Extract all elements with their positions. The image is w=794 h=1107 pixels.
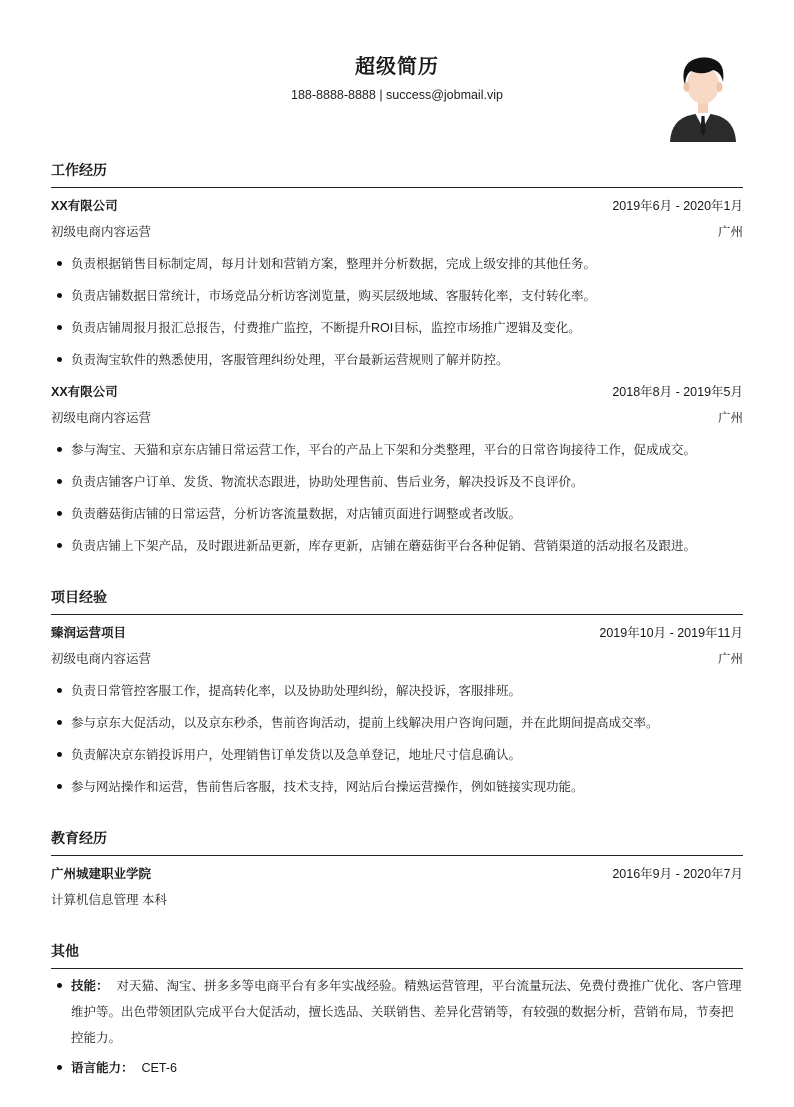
section-title-education: 教育经历 xyxy=(51,828,743,856)
education-subheader xyxy=(51,890,743,908)
language-item xyxy=(51,1055,743,1087)
list-item: 参与网站操作和运营，售前售后客服，技术支持，网站后台操运营操作，例如链接实现功能。 xyxy=(51,778,743,810)
job-period: 2019年6月 - 2020年1月 xyxy=(612,199,743,213)
list-item: 负责解决京东销投诉用户，处理销售订单发货以及急单登记，地址尺寸信息确认。 xyxy=(51,746,743,778)
job-duties xyxy=(51,441,743,569)
job-subheader xyxy=(51,408,743,426)
company-name: XX有限公司 xyxy=(51,385,118,399)
job-subheader xyxy=(51,222,743,240)
list-item: 负责店铺数据日常统计，市场竞品分析访客浏览量，购买层级地域、客服转化率，支付转化率。 xyxy=(51,287,743,319)
skills-label: 技能： xyxy=(71,979,109,993)
list-item: 负责日常管控客服工作，提高转化率，以及协助处理纠纷，解决投诉，客服排班。 xyxy=(51,682,743,714)
education-period: 2016年9月 - 2020年7月 xyxy=(612,867,743,881)
list-item: 负责蘑菇街店铺的日常运营，分析访客流量数据，对店铺页面进行调整或者改版。 xyxy=(51,505,743,537)
contact-separator: | xyxy=(379,88,383,102)
skills-item xyxy=(51,973,743,1051)
other-list xyxy=(51,973,743,1087)
language-label: 语言能力： xyxy=(71,1061,134,1075)
language-text: CET-6 xyxy=(141,1061,177,1075)
section-title-other: 其他 xyxy=(51,941,743,969)
project-role: 初级电商内容运营 xyxy=(51,652,152,666)
list-item: 负责根据销售目标制定周，每月计划和营销方案，整理并分析数据，完成上级安排的其他任务。 xyxy=(51,255,743,287)
skills-text: 对天猫、淘宝、拼多多等电商平台有多年实战经验。精熟运营管理，平台流量玩法、免费付费推广优化、客户管理维护等。出色带领团队完成平台大促活动，擅长选品、关联销售、差异化营销等，有较强的数据分析，营销布局，节奏把控能力。 xyxy=(71,979,742,1045)
job-period: 2018年8月 - 2019年5月 xyxy=(612,385,743,399)
job-header xyxy=(51,196,743,214)
list-item: 负责淘宝软件的熟悉使用，客服管理纠纷处理，平台最新运营规则了解并防控。 xyxy=(51,351,743,383)
list-item: 负责店铺上下架产品，及时跟进新品更新，库存更新，店铺在蘑菇街平台各种促销、营销渠道的活动报名及跟进。 xyxy=(51,537,743,569)
section-title-work: 工作经历 xyxy=(51,160,743,188)
person-avatar-icon xyxy=(667,52,739,142)
project-subheader xyxy=(51,649,743,667)
resume-title: 超级简历 xyxy=(355,56,439,78)
job-location: 广州 xyxy=(717,411,743,425)
project-duties xyxy=(51,682,743,810)
school-name: 广州城建职业学院 xyxy=(51,867,152,881)
job-role: 初级电商内容运营 xyxy=(51,225,152,239)
education-header xyxy=(51,864,743,882)
project-location: 广州 xyxy=(717,652,743,666)
job-role: 初级电商内容运营 xyxy=(51,411,152,425)
project-header xyxy=(51,623,743,641)
project-period: 2019年10月 - 2019年11月 xyxy=(599,626,743,640)
phone-number: 188-8888-8888 xyxy=(291,88,376,102)
job-header xyxy=(51,382,743,400)
section-title-project: 项目经验 xyxy=(51,587,743,615)
list-item: 参与京东大促活动，以及京东秒杀，售前咨询活动，提前上线解决用户咨询问题，并在此期间提高成交率。 xyxy=(51,714,743,746)
company-name: XX有限公司 xyxy=(51,199,118,213)
list-item: 负责店铺周报月报汇总报告，付费推广监控，不断提升ROI目标，监控市场推广逻辑及变化。 xyxy=(51,319,743,351)
education-major: 计算机信息管理 本科 xyxy=(51,893,167,907)
job-duties xyxy=(51,255,743,383)
project-name: 臻润运营项目 xyxy=(51,626,127,640)
list-item: 负责店铺客户订单、发货、物流状态跟进，协助处理售前、售后业务，解决投诉及不良评价。 xyxy=(51,473,743,505)
email-address: success@jobmail.vip xyxy=(386,88,503,102)
list-item: 参与淘宝、天猫和京东店铺日常运营工作，平台的产品上下架和分类整理，平台的日常咨询接待工作，促成成交。 xyxy=(51,441,743,473)
job-location: 广州 xyxy=(717,225,743,239)
